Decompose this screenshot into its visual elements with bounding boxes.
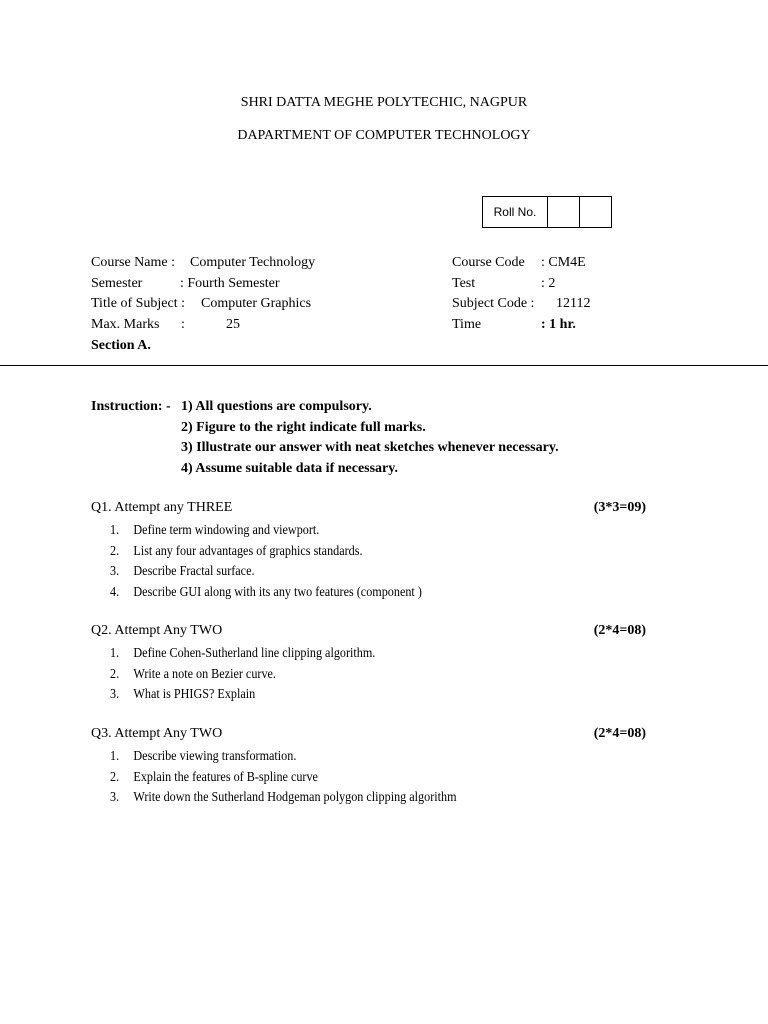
question-title: Q3. Attempt Any TWO <box>91 726 223 741</box>
list-item: 1. Define Cohen-Sutherland line clipping algorithm. <box>110 645 376 660</box>
question-items <box>110 643 375 705</box>
max-marks-label: Max. Marks <box>91 317 160 332</box>
list-item: 2. List any four advantages of graphics standards. <box>110 542 363 558</box>
list-item: 2. Explain the features of B-spline curve <box>110 768 318 784</box>
time-value: : 1 hr. <box>541 317 576 332</box>
list-item: 1. Define term windowing and viewport. <box>110 522 320 537</box>
subject-title-value: Computer Graphics <box>201 296 312 311</box>
subject-code-value: 12112 <box>556 296 591 311</box>
section-divider <box>0 365 768 366</box>
test-label: Test <box>452 276 476 291</box>
list-item: 2. Write a note on Bezier curve. <box>110 665 276 681</box>
course-name-label: Course Name : <box>91 255 175 270</box>
list-item: 3. What is PHIGS? Explain <box>110 686 256 701</box>
max-marks-colon: : <box>181 317 185 332</box>
question-title: Q1. Attempt any THREE <box>91 500 233 515</box>
instruction-item: 3) Illustrate our answer with neat sketches whenever necessary. <box>181 440 559 455</box>
roll-number-box <box>482 196 612 228</box>
list-item: 3. Describe Fractal surface. <box>110 563 255 578</box>
time-label: Time <box>452 317 482 332</box>
list-item: 1. Describe viewing transformation. <box>110 748 297 763</box>
instruction-item: 2) Figure to the right indicate full marks. <box>181 420 426 435</box>
list-item: 4. Describe GUI along with its any two features (component ) <box>110 583 422 599</box>
roll-number-label: Roll No. <box>483 197 548 227</box>
question-marks: (2*4=08) <box>593 726 646 741</box>
course-code-label: Course Code <box>452 255 525 270</box>
semester-label: Semester <box>91 276 143 291</box>
question-header <box>91 500 646 518</box>
department-title: DAPARTMENT OF COMPUTER TECHNOLOGY <box>237 128 531 143</box>
question-items <box>110 520 422 602</box>
max-marks-value: 25 <box>226 317 240 332</box>
semester-value: : Fourth Semester <box>180 276 280 291</box>
question-header <box>91 726 646 744</box>
section-label: Section A. <box>91 338 151 353</box>
subject-code-label: Subject Code : <box>452 296 535 311</box>
instruction-item: 4) Assume suitable data if necessary. <box>181 461 398 476</box>
instruction-label: Instruction: - <box>91 399 171 414</box>
subject-title-label: Title of Subject : <box>91 296 185 311</box>
institute-title: SHRI DATTA MEGHE POLYTECHIC, NAGPUR <box>240 95 528 110</box>
question-marks: (3*3=09) <box>593 500 646 515</box>
instruction-item: 1) All questions are compulsory. <box>181 399 372 414</box>
question-title: Q2. Attempt Any TWO <box>91 623 223 638</box>
course-code-value: : CM4E <box>541 255 586 270</box>
question-header <box>91 623 646 641</box>
roll-number-cell <box>579 197 611 227</box>
question-items <box>110 746 457 808</box>
list-item: 3. Write down the Sutherland Hodgeman polygon clipping algorithm <box>110 789 457 804</box>
roll-number-cell <box>548 197 579 227</box>
course-name-value: Computer Technology <box>190 255 316 270</box>
test-value: : 2 <box>541 276 556 291</box>
question-marks: (2*4=08) <box>593 623 646 638</box>
